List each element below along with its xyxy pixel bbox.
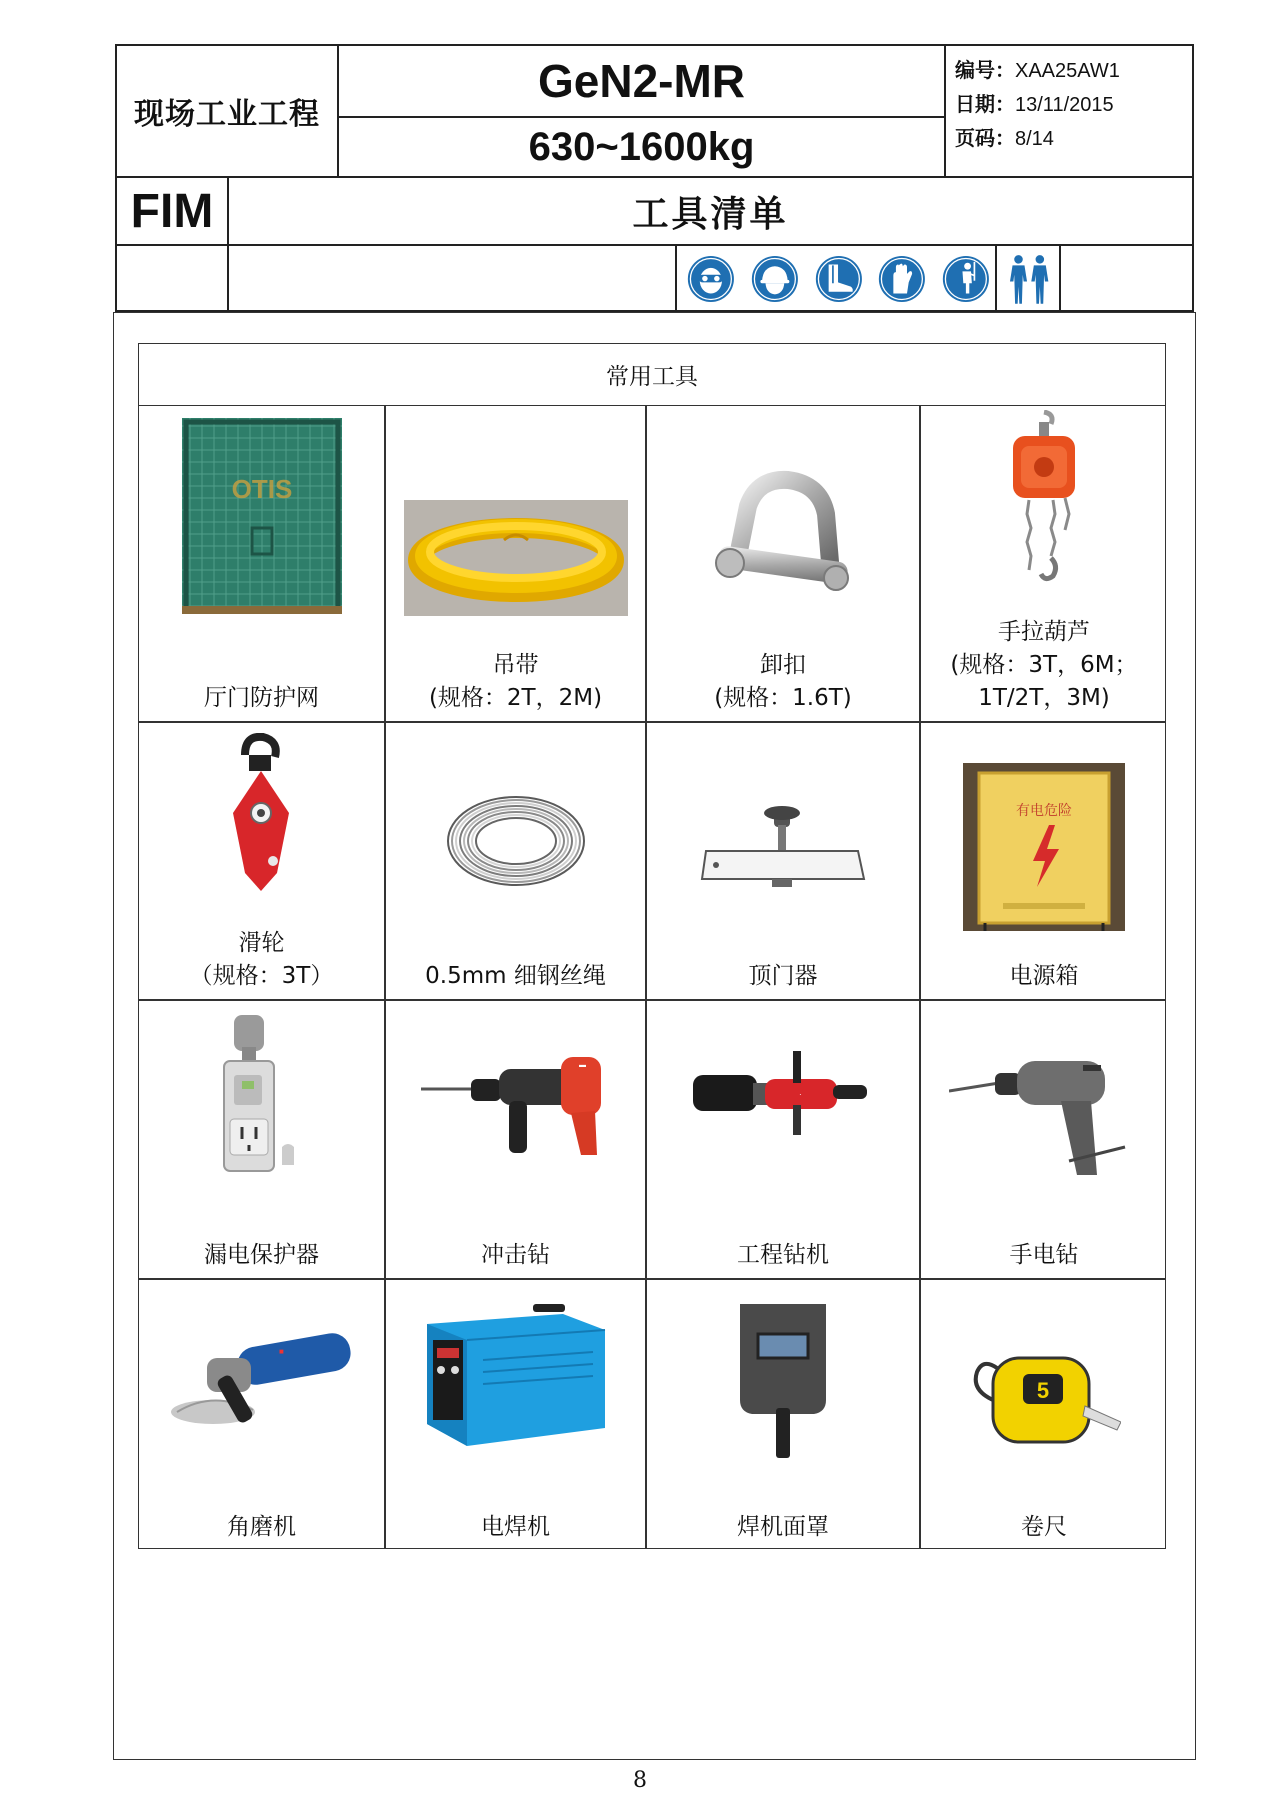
tool-name: 0.5mm 细钢丝绳 (425, 963, 606, 989)
leakage-protector-image (212, 1015, 312, 1175)
tool-name: 漏电保护器 (204, 1242, 319, 1268)
tool-cell (647, 1001, 919, 1278)
fim-label: FIM (130, 184, 214, 238)
tool-spec: (规格：2T，2M) (428, 685, 603, 711)
tool-cell (139, 723, 384, 999)
meta-page: 页码：8/14 (955, 126, 1054, 150)
model-name: GeN2-MR (537, 55, 746, 107)
divider (944, 46, 946, 178)
tool-spec: (规格：1.6T) (714, 685, 852, 711)
core-drill-image (693, 1051, 873, 1161)
tool-name: 电源箱 (1009, 963, 1079, 989)
safety-harness-icon (942, 251, 990, 307)
tool-cell (139, 1280, 384, 1550)
tool-name: 工程钻机 (737, 1242, 829, 1268)
tool-cell (386, 1280, 645, 1550)
tool-name: 手拉葫芦 (998, 619, 1090, 645)
tool-cell (647, 723, 919, 999)
power-box-image (963, 763, 1125, 931)
document-meta (955, 54, 1190, 156)
tool-name: 焊机面罩 (737, 1514, 829, 1540)
tool-name: 厅门防护网 (204, 685, 319, 711)
table-title: 常用工具 (139, 344, 1165, 406)
lifting-sling-image (404, 500, 628, 616)
tool-name: 顶门器 (748, 963, 818, 989)
angle-grinder-image (167, 1320, 357, 1440)
svg-text:■: ■ (278, 1347, 284, 1356)
page-number: 8 (633, 1768, 647, 1793)
steel-wire-coil-image (441, 783, 591, 903)
power-box-warning-text: 有电危险 (1016, 803, 1072, 819)
meta-doc-number: 编号：XAA25AW1 (955, 58, 1120, 82)
document-header (115, 44, 1194, 312)
hammer-drill-image (421, 1051, 611, 1157)
tool-spec: 1T/2T，3M) (978, 685, 1110, 711)
svg-text:·: · (799, 1090, 802, 1099)
svg-text:5: 5 (1036, 1378, 1050, 1403)
tool-cell (921, 723, 1167, 999)
tool-cell (139, 406, 384, 721)
tool-name: 电焊机 (481, 1514, 550, 1540)
tool-name: 卸扣 (760, 652, 806, 678)
tool-name: 手电钻 (1009, 1242, 1079, 1268)
safety-goggles-icon (687, 251, 735, 307)
tool-name: 角磨机 (227, 1514, 296, 1540)
tool-name: 冲击钻 (481, 1242, 550, 1268)
safety-gloves-icon (878, 251, 926, 307)
tool-cell (647, 406, 919, 721)
chain-hoist-image (999, 410, 1089, 590)
welding-machine-image (423, 1300, 609, 1450)
department-name: 现场工业工程 (134, 97, 320, 132)
meta-date: 日期：13/11/2015 (955, 92, 1114, 116)
svg-text:OTIS: OTIS (231, 474, 292, 504)
capacity-range: 630~1600kg (528, 124, 755, 169)
tool-cell (386, 406, 645, 721)
tool-name: 吊带 (492, 652, 539, 678)
document-title: 工具清单 (632, 193, 789, 235)
tool-cell (647, 1280, 919, 1550)
two-person-icon (1004, 248, 1055, 310)
tools-table (138, 343, 1166, 1549)
ppe-icon-strip (675, 246, 1055, 312)
welding-mask-image (736, 1300, 830, 1460)
tool-cell (139, 1001, 384, 1278)
hoistway-guard-net-image (182, 418, 342, 614)
shackle-image (708, 466, 858, 606)
tool-name: 卷尺 (1021, 1514, 1067, 1540)
svg-text:▬: ▬ (578, 1062, 586, 1069)
door-stopper-image (698, 803, 868, 903)
pulley-block-image (227, 733, 297, 899)
tool-cell (386, 1001, 645, 1278)
tool-cell (921, 406, 1167, 721)
safety-boots-icon (815, 251, 863, 307)
tool-cell (921, 1280, 1167, 1550)
tool-spec: （规格：3T） (189, 963, 334, 989)
tool-spec: (规格：3T，6M； (950, 652, 1138, 678)
electric-drill-image (949, 1051, 1139, 1183)
divider (1059, 245, 1061, 312)
safety-helmet-icon (751, 251, 799, 307)
tool-name: 滑轮 (238, 930, 285, 956)
tool-cell (921, 1001, 1167, 1278)
tape-measure-image (967, 1350, 1121, 1450)
tool-cell (386, 723, 645, 999)
